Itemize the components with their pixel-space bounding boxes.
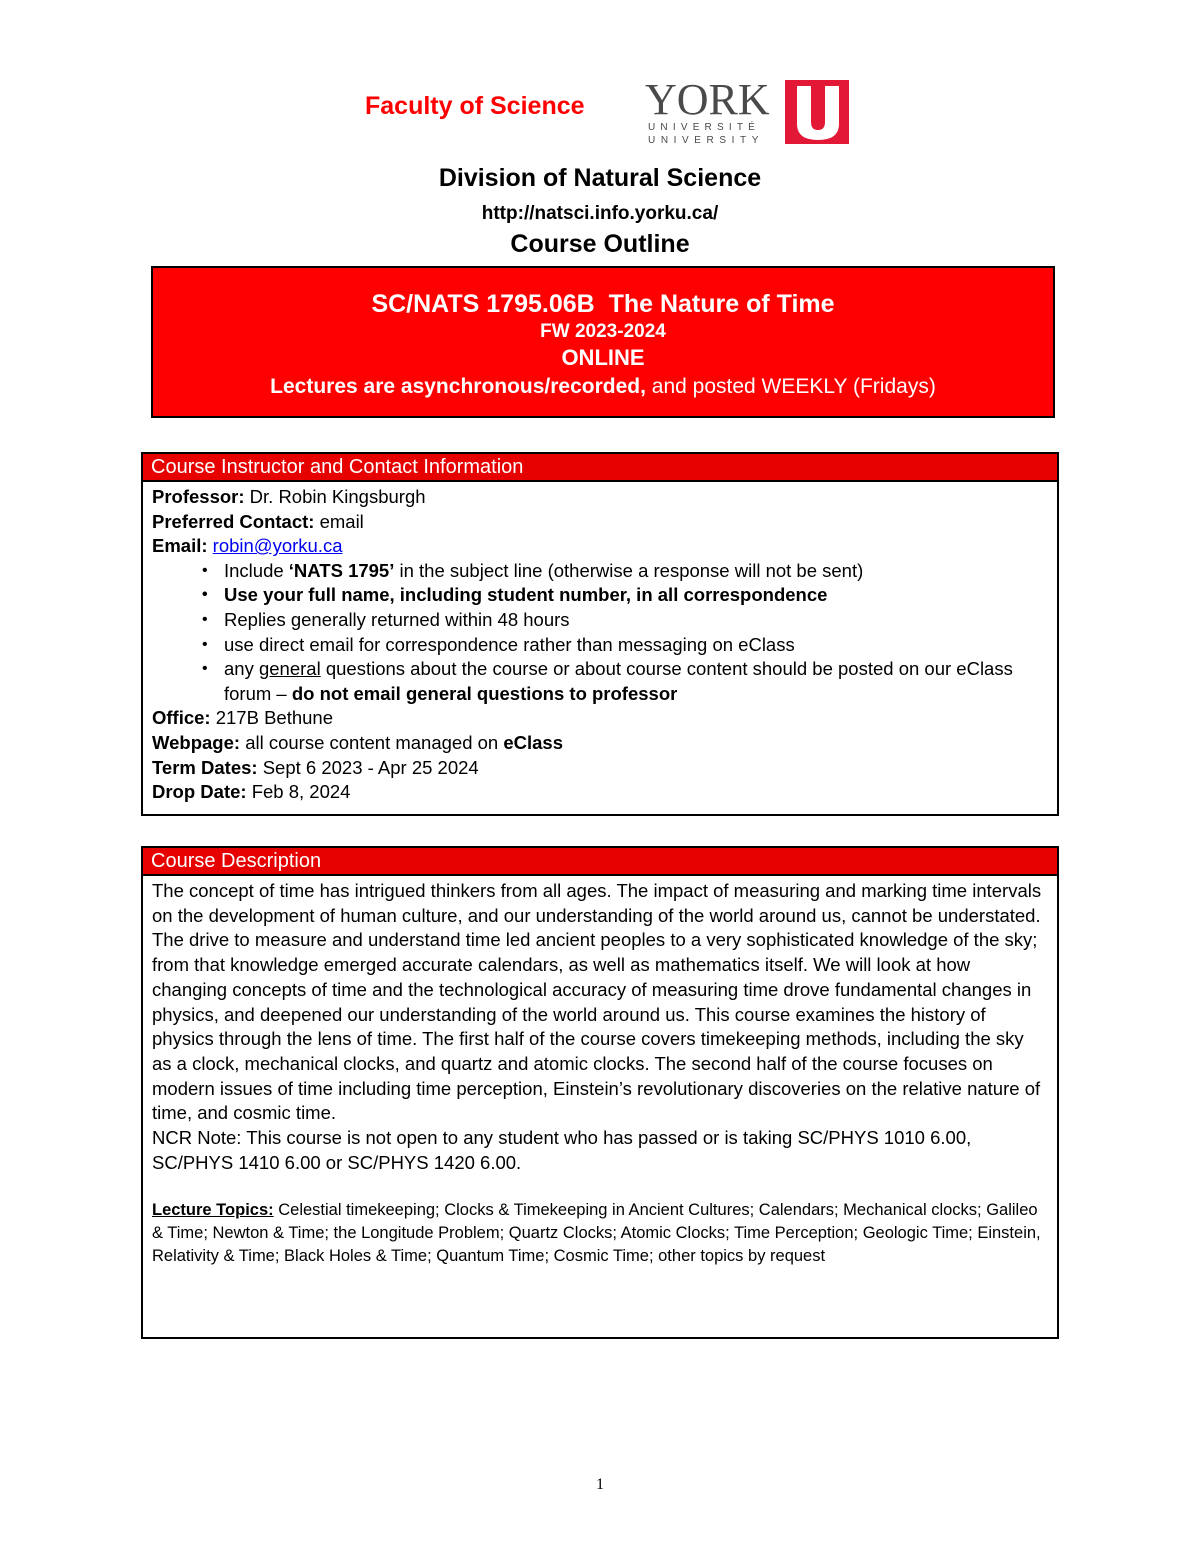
office-value: 217B Bethune xyxy=(210,707,334,729)
drop-date-line xyxy=(152,780,1048,805)
page-number: 1 xyxy=(596,1476,604,1493)
contact-label: Preferred Contact: xyxy=(152,510,315,532)
professor-label: Professor: xyxy=(152,486,245,507)
list-item: • Replies generally returned within 48 hours xyxy=(202,608,1048,633)
bullet1-pre: Include xyxy=(224,559,289,581)
course-mode: ONLINE xyxy=(561,345,645,370)
logo-line2: UNIVERSITY xyxy=(648,135,765,146)
lecture-topics xyxy=(152,1199,1048,1268)
york-university-logo xyxy=(645,78,855,150)
logo-word: YORK xyxy=(645,78,770,124)
bullet5-bold: do not email general questions to professor xyxy=(291,682,678,704)
term-dates-line xyxy=(152,756,1048,781)
bullet5-mid: questions about the course or about course content should be posted on our eClass forum – xyxy=(224,658,1013,704)
professor-value: Dr. Robin Kingsburgh xyxy=(244,486,426,507)
contact-line xyxy=(152,510,1048,535)
email-line xyxy=(152,534,1048,559)
course-term: FW 2023-2024 xyxy=(540,321,666,342)
lecture-format-bold: Lectures are asynchronous/recorded, xyxy=(270,375,646,398)
logo-line1: UNIVERSITÉ xyxy=(648,122,761,133)
course-banner xyxy=(151,266,1055,418)
list-item xyxy=(202,657,1048,706)
email-link[interactable]: robin@yorku.ca xyxy=(212,535,343,557)
bullet1-post: in the subject line (otherwise a response will not be sent) xyxy=(394,559,864,581)
lecture-format-rest: and posted WEEKLY (Fridays) xyxy=(645,375,936,398)
division-url[interactable]: http://natsci.info.yorku.ca/ xyxy=(481,203,719,224)
bullet5-pre: any xyxy=(224,658,259,680)
professor-line xyxy=(152,485,1048,510)
faculty-title: Faculty of Science xyxy=(365,92,585,120)
email-guidelines-list xyxy=(152,559,1048,707)
division-title: Division of Natural Science xyxy=(438,164,762,192)
lecture-topics-list: Celestial timekeeping; Clocks & Timekeeping in Ancient Cultures; Calendars; Mechanical clocks; Galileo & Time; Newton & Time; the Longitude Problem; Quartz Clocks; Atomic Clocks; Time Perception; Geologic Time; Einstein, Relativity & Time; Black Holes & Time; Quantum Time; Cosmic Time; other topics by request xyxy=(152,1201,1041,1266)
webpage-bold: eClass xyxy=(503,731,564,753)
bullet1-bold: ‘NATS 1795’ xyxy=(288,559,395,581)
term-label: Term Dates: xyxy=(152,756,258,778)
term-value: Sept 6 2023 - Apr 25 2024 xyxy=(257,756,479,778)
office-line xyxy=(152,706,1048,731)
bullet5-underlined: general xyxy=(258,658,321,680)
instructor-section xyxy=(141,452,1059,816)
webpage-line xyxy=(152,731,1048,756)
email-label: Email: xyxy=(152,535,208,557)
lecture-topics-label: Lecture Topics: xyxy=(152,1201,274,1220)
ncr-note: NCR Note: This course is not open to any student who has passed or is taking SC/PHYS 1010 6.00, SC/PHYS 1410 6.00 or SC/PHYS 1420 6.00. xyxy=(152,1127,972,1173)
list-item: • use direct email for correspondence rather than messaging on eClass xyxy=(202,633,1048,658)
office-label: Office: xyxy=(152,707,211,729)
list-item: • Use your full name, including student number, in all correspondence xyxy=(202,583,1048,608)
course-code-title: SC/NATS 1795.06B The Nature of Time xyxy=(371,290,835,318)
drop-value: Feb 8, 2024 xyxy=(246,781,351,803)
lecture-format xyxy=(153,375,1053,399)
drop-label: Drop Date: xyxy=(152,781,247,803)
contact-value: email xyxy=(314,510,364,532)
document-title: Course Outline xyxy=(510,230,690,258)
description-body xyxy=(143,876,1057,1268)
description-paragraph: The concept of time has intrigued thinkers from all ages. The impact of measuring and marking time intervals on the development of human culture, and our understanding of the world around us, cannot be understated. The drive to measure and understand time led ancient peoples to a very sophisticated knowledge of the sky; from that knowledge emerged accurate calendars, as well as mathematics itself. We will look at how changing concepts of time and the technological accuracy of measuring time drove fundamental changes in physics, and deepened our understanding of the world around us. This course examines the history of physics through the lens of time. The first half of the course covers timekeeping methods, including the sky as a clock, mechanical clocks, and quartz and atomic clocks. The second half of the course focuses on modern issues of time including time perception, Einstein’s revolutionary discoveries on the relative nature of time, and cosmic time. xyxy=(152,880,1042,1124)
webpage-label: Webpage: xyxy=(152,731,241,753)
instructor-heading: Course Instructor and Contact Information xyxy=(143,454,1057,482)
description-heading: Course Description xyxy=(143,848,1057,876)
webpage-value: all course content managed on xyxy=(240,731,504,753)
description-section xyxy=(141,846,1059,1339)
instructor-body xyxy=(143,482,1057,805)
list-item xyxy=(202,559,1048,584)
